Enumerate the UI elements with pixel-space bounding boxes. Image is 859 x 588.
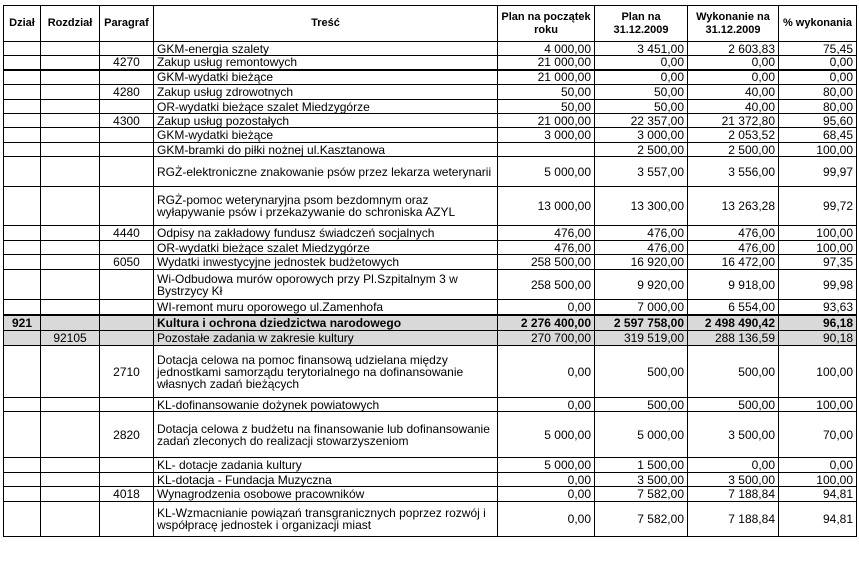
header-percent: % wykonania [779,6,857,42]
cell-rozdzial [41,85,100,100]
cell-proc: 96,18 [779,315,857,331]
table-row [4,100,857,114]
table-row [4,346,857,398]
table-row [4,114,857,128]
cell-proc: 80,00 [779,100,857,114]
table-row [4,56,857,70]
cell-rozdzial [41,502,100,537]
table-row [4,331,857,346]
cell-rozdzial [41,114,100,128]
cell-tresc: OR-wydatki bieżące szalet Miedzygórze [154,100,498,114]
cell-rozdzial [41,42,100,56]
table-row [4,270,857,300]
header-paragraf: Paragraf [100,6,154,42]
cell-dzial [4,226,41,241]
table-row [4,157,857,187]
table-row [4,226,857,241]
cell-wyk: 2 603,83 [688,42,779,56]
cell-plan-dec: 5 000,00 [595,412,688,458]
cell-paragraf: 4018 [100,487,154,502]
table-row [4,187,857,226]
cell-proc: 94,81 [779,487,857,502]
cell-plan-pocz: 0,00 [498,487,595,502]
cell-paragraf [100,241,154,255]
cell-plan-pocz: 5 000,00 [498,458,595,473]
cell-plan-pocz: 0,00 [498,502,595,537]
table-row [4,398,857,412]
cell-paragraf: 2820 [100,412,154,458]
cell-rozdzial [41,398,100,412]
cell-dzial [4,128,41,143]
cell-proc: 100,00 [779,143,857,157]
cell-plan-dec: 0,00 [595,70,688,85]
cell-rozdzial [41,412,100,458]
cell-proc: 99,72 [779,187,857,226]
cell-paragraf [100,473,154,487]
cell-wyk: 0,00 [688,56,779,70]
header-plan-end: Plan na 31.12.2009 [595,6,688,42]
cell-plan-dec: 22 357,00 [595,114,688,128]
cell-tresc: Dotacja celowa na pomoc finansową udzielana między jednostkami samorządu terytorialnego na dofinansowanie własnych zadań bieżących [154,346,498,398]
cell-proc: 70,00 [779,412,857,458]
table-row [4,315,857,331]
cell-tresc: GKM-bramki do piłki nożnej ul.Kasztanowa [154,143,498,157]
cell-tresc: GKM-energia szalety [154,42,498,56]
cell-plan-pocz: 0,00 [498,300,595,315]
cell-paragraf: 4270 [100,56,154,70]
cell-dzial [4,398,41,412]
cell-wyk: 476,00 [688,226,779,241]
cell-plan-dec: 500,00 [595,346,688,398]
cell-tresc: RGŻ-pomoc weterynaryjna psom bezdomnym oraz wyłapywanie psów i przekazywanie do schroniska AZYL [154,187,498,226]
cell-wyk: 2 498 490,42 [688,315,779,331]
cell-dzial [4,300,41,315]
cell-rozdzial [41,143,100,157]
header-row [4,6,857,42]
cell-tresc: KL- dotacje zadania kultury [154,458,498,473]
cell-plan-dec: 3 500,00 [595,473,688,487]
cell-dzial [4,458,41,473]
cell-proc: 99,98 [779,270,857,300]
cell-dzial [4,85,41,100]
cell-dzial [4,412,41,458]
cell-paragraf: 4300 [100,114,154,128]
cell-dzial [4,42,41,56]
cell-dzial [4,114,41,128]
cell-dzial [4,331,41,346]
header-tresc: Treść [154,6,498,42]
cell-wyk: 40,00 [688,85,779,100]
cell-plan-dec: 50,00 [595,85,688,100]
cell-proc: 90,18 [779,331,857,346]
header-dzial: Dział [4,6,41,42]
cell-plan-pocz: 476,00 [498,241,595,255]
cell-plan-pocz: 5 000,00 [498,157,595,187]
cell-tresc: Zakup usług zdrowotnych [154,85,498,100]
cell-tresc: GKM-wydatki bieżące [154,128,498,143]
cell-plan-pocz: 4 000,00 [498,42,595,56]
cell-rozdzial [41,346,100,398]
cell-proc: 97,35 [779,255,857,270]
cell-dzial [4,502,41,537]
budget-table [3,5,857,537]
cell-proc: 95,60 [779,114,857,128]
table-row [4,473,857,487]
cell-paragraf [100,458,154,473]
cell-tresc: OR-wydatki bieżące szalet Miedzygórze [154,241,498,255]
cell-plan-pocz: 21 000,00 [498,114,595,128]
cell-plan-pocz: 0,00 [498,346,595,398]
cell-plan-dec: 500,00 [595,398,688,412]
cell-paragraf [100,70,154,85]
table-row [4,70,857,85]
cell-wyk: 288 136,59 [688,331,779,346]
cell-proc: 80,00 [779,85,857,100]
cell-wyk: 0,00 [688,458,779,473]
cell-plan-pocz: 258 500,00 [498,255,595,270]
cell-rozdzial [41,487,100,502]
cell-wyk: 2 500,00 [688,143,779,157]
cell-dzial [4,270,41,300]
cell-plan-dec: 476,00 [595,226,688,241]
cell-tresc: KL-dotacja - Fundacja Muzyczna [154,473,498,487]
cell-plan-dec: 7 582,00 [595,502,688,537]
cell-wyk: 16 472,00 [688,255,779,270]
cell-plan-pocz: 5 000,00 [498,412,595,458]
cell-paragraf [100,100,154,114]
cell-dzial [4,241,41,255]
cell-plan-dec: 9 920,00 [595,270,688,300]
cell-tresc: Pozostałe zadania w zakresie kultury [154,331,498,346]
table-row [4,412,857,458]
cell-tresc: WI-remont muru oporowego ul.Zamenhofa [154,300,498,315]
table-row [4,458,857,473]
cell-plan-dec: 50,00 [595,100,688,114]
cell-plan-dec: 16 920,00 [595,255,688,270]
cell-plan-dec: 319 519,00 [595,331,688,346]
cell-paragraf [100,300,154,315]
cell-paragraf: 4280 [100,85,154,100]
cell-dzial [4,473,41,487]
cell-paragraf [100,143,154,157]
cell-plan-pocz: 476,00 [498,226,595,241]
cell-plan-pocz: 270 700,00 [498,331,595,346]
cell-rozdzial [41,300,100,315]
cell-proc: 94,81 [779,502,857,537]
cell-wyk: 500,00 [688,346,779,398]
cell-wyk: 3 500,00 [688,473,779,487]
cell-paragraf: 4440 [100,226,154,241]
cell-rozdzial [41,157,100,187]
cell-tresc: Zakup usług remontowych [154,56,498,70]
cell-rozdzial [41,270,100,300]
cell-plan-pocz: 0,00 [498,398,595,412]
cell-plan-dec: 2 500,00 [595,143,688,157]
cell-plan-pocz: 50,00 [498,100,595,114]
cell-proc: 0,00 [779,70,857,85]
table-row [4,85,857,100]
cell-paragraf [100,128,154,143]
cell-proc: 100,00 [779,226,857,241]
table-row [4,42,857,56]
header-execution: Wykonanie na 31.12.2009 [688,6,779,42]
cell-dzial [4,70,41,85]
cell-paragraf [100,157,154,187]
cell-tresc: Kultura i ochrona dziedzictwa narodowego [154,315,498,331]
cell-proc: 100,00 [779,241,857,255]
cell-plan-dec: 7 582,00 [595,487,688,502]
cell-plan-dec: 2 597 758,00 [595,315,688,331]
cell-wyk: 3 500,00 [688,412,779,458]
cell-wyk: 3 556,00 [688,157,779,187]
cell-proc: 100,00 [779,346,857,398]
cell-rozdzial: 92105 [41,331,100,346]
cell-rozdzial [41,56,100,70]
cell-plan-dec: 7 000,00 [595,300,688,315]
cell-proc: 100,00 [779,398,857,412]
cell-wyk: 40,00 [688,100,779,114]
cell-wyk: 476,00 [688,241,779,255]
cell-plan-pocz: 0,00 [498,473,595,487]
cell-rozdzial [41,226,100,241]
cell-dzial: 921 [4,315,41,331]
cell-paragraf: 2710 [100,346,154,398]
cell-plan-dec: 3 000,00 [595,128,688,143]
cell-wyk: 2 053,52 [688,128,779,143]
cell-tresc: Zakup usług pozostałych [154,114,498,128]
cell-paragraf [100,331,154,346]
cell-dzial [4,187,41,226]
cell-tresc: RGŻ-elektroniczne znakowanie psów przez lekarza weterynarii [154,157,498,187]
table-row [4,241,857,255]
cell-plan-pocz: 13 000,00 [498,187,595,226]
cell-plan-pocz: 21 000,00 [498,56,595,70]
cell-paragraf [100,270,154,300]
cell-plan-dec: 476,00 [595,241,688,255]
cell-plan-pocz [498,143,595,157]
cell-dzial [4,56,41,70]
cell-tresc: KL-Wzmacnianie powiązań transgranicznych poprzez rozwój i współpracę jednostek i organizacji miast [154,502,498,537]
cell-paragraf [100,502,154,537]
cell-plan-dec: 0,00 [595,56,688,70]
cell-rozdzial [41,187,100,226]
cell-proc: 0,00 [779,458,857,473]
cell-proc: 68,45 [779,128,857,143]
table-row [4,502,857,537]
table-body [4,42,857,537]
table-row [4,300,857,315]
cell-plan-dec: 1 500,00 [595,458,688,473]
cell-rozdzial [41,241,100,255]
cell-rozdzial [41,128,100,143]
cell-tresc: Dotacja celowa z budżetu na finansowanie lub dofinansowanie zadań zleconych do realizacji stowarzyszeniom [154,412,498,458]
cell-dzial [4,157,41,187]
cell-plan-pocz: 50,00 [498,85,595,100]
cell-rozdzial [41,255,100,270]
header-plan-start: Plan na początek roku [498,6,595,42]
cell-tresc: Odpisy na zakładowy fundusz świadczeń socjalnych [154,226,498,241]
header-rozdzial: Rozdział [41,6,100,42]
cell-proc: 93,63 [779,300,857,315]
cell-dzial [4,143,41,157]
cell-plan-pocz: 3 000,00 [498,128,595,143]
cell-proc: 75,45 [779,42,857,56]
cell-proc: 99,97 [779,157,857,187]
cell-wyk: 21 372,80 [688,114,779,128]
cell-rozdzial [41,473,100,487]
cell-plan-pocz: 21 000,00 [498,70,595,85]
cell-plan-dec: 3 557,00 [595,157,688,187]
cell-proc: 100,00 [779,473,857,487]
table-row [4,128,857,143]
cell-dzial [4,487,41,502]
cell-plan-dec: 3 451,00 [595,42,688,56]
cell-rozdzial [41,100,100,114]
cell-plan-pocz: 258 500,00 [498,270,595,300]
cell-plan-pocz: 2 276 400,00 [498,315,595,331]
cell-tresc: Wi-Odbudowa murów oporowych przy Pl.Szpitalnym 3 w Bystrzycy Kł [154,270,498,300]
cell-paragraf [100,187,154,226]
cell-tresc: Wynagrodzenia osobowe pracowników [154,487,498,502]
cell-paragraf: 6050 [100,255,154,270]
cell-proc: 0,00 [779,56,857,70]
table-row [4,487,857,502]
cell-rozdzial [41,315,100,331]
cell-wyk: 7 188,84 [688,487,779,502]
cell-tresc: Wydatki inwestycyjne jednostek budżetowych [154,255,498,270]
cell-wyk: 13 263,28 [688,187,779,226]
cell-tresc: GKM-wydatki bieżące [154,70,498,85]
table-row [4,143,857,157]
cell-tresc: KL-dofinansowanie dożynek powiatowych [154,398,498,412]
cell-dzial [4,100,41,114]
cell-rozdzial [41,70,100,85]
cell-plan-dec: 13 300,00 [595,187,688,226]
cell-wyk: 6 554,00 [688,300,779,315]
cell-dzial [4,346,41,398]
cell-paragraf [100,398,154,412]
cell-rozdzial [41,458,100,473]
cell-dzial [4,255,41,270]
cell-paragraf [100,315,154,331]
cell-wyk: 7 188,84 [688,502,779,537]
cell-wyk: 0,00 [688,70,779,85]
cell-paragraf [100,42,154,56]
cell-wyk: 500,00 [688,398,779,412]
cell-wyk: 9 918,00 [688,270,779,300]
table-row [4,255,857,270]
